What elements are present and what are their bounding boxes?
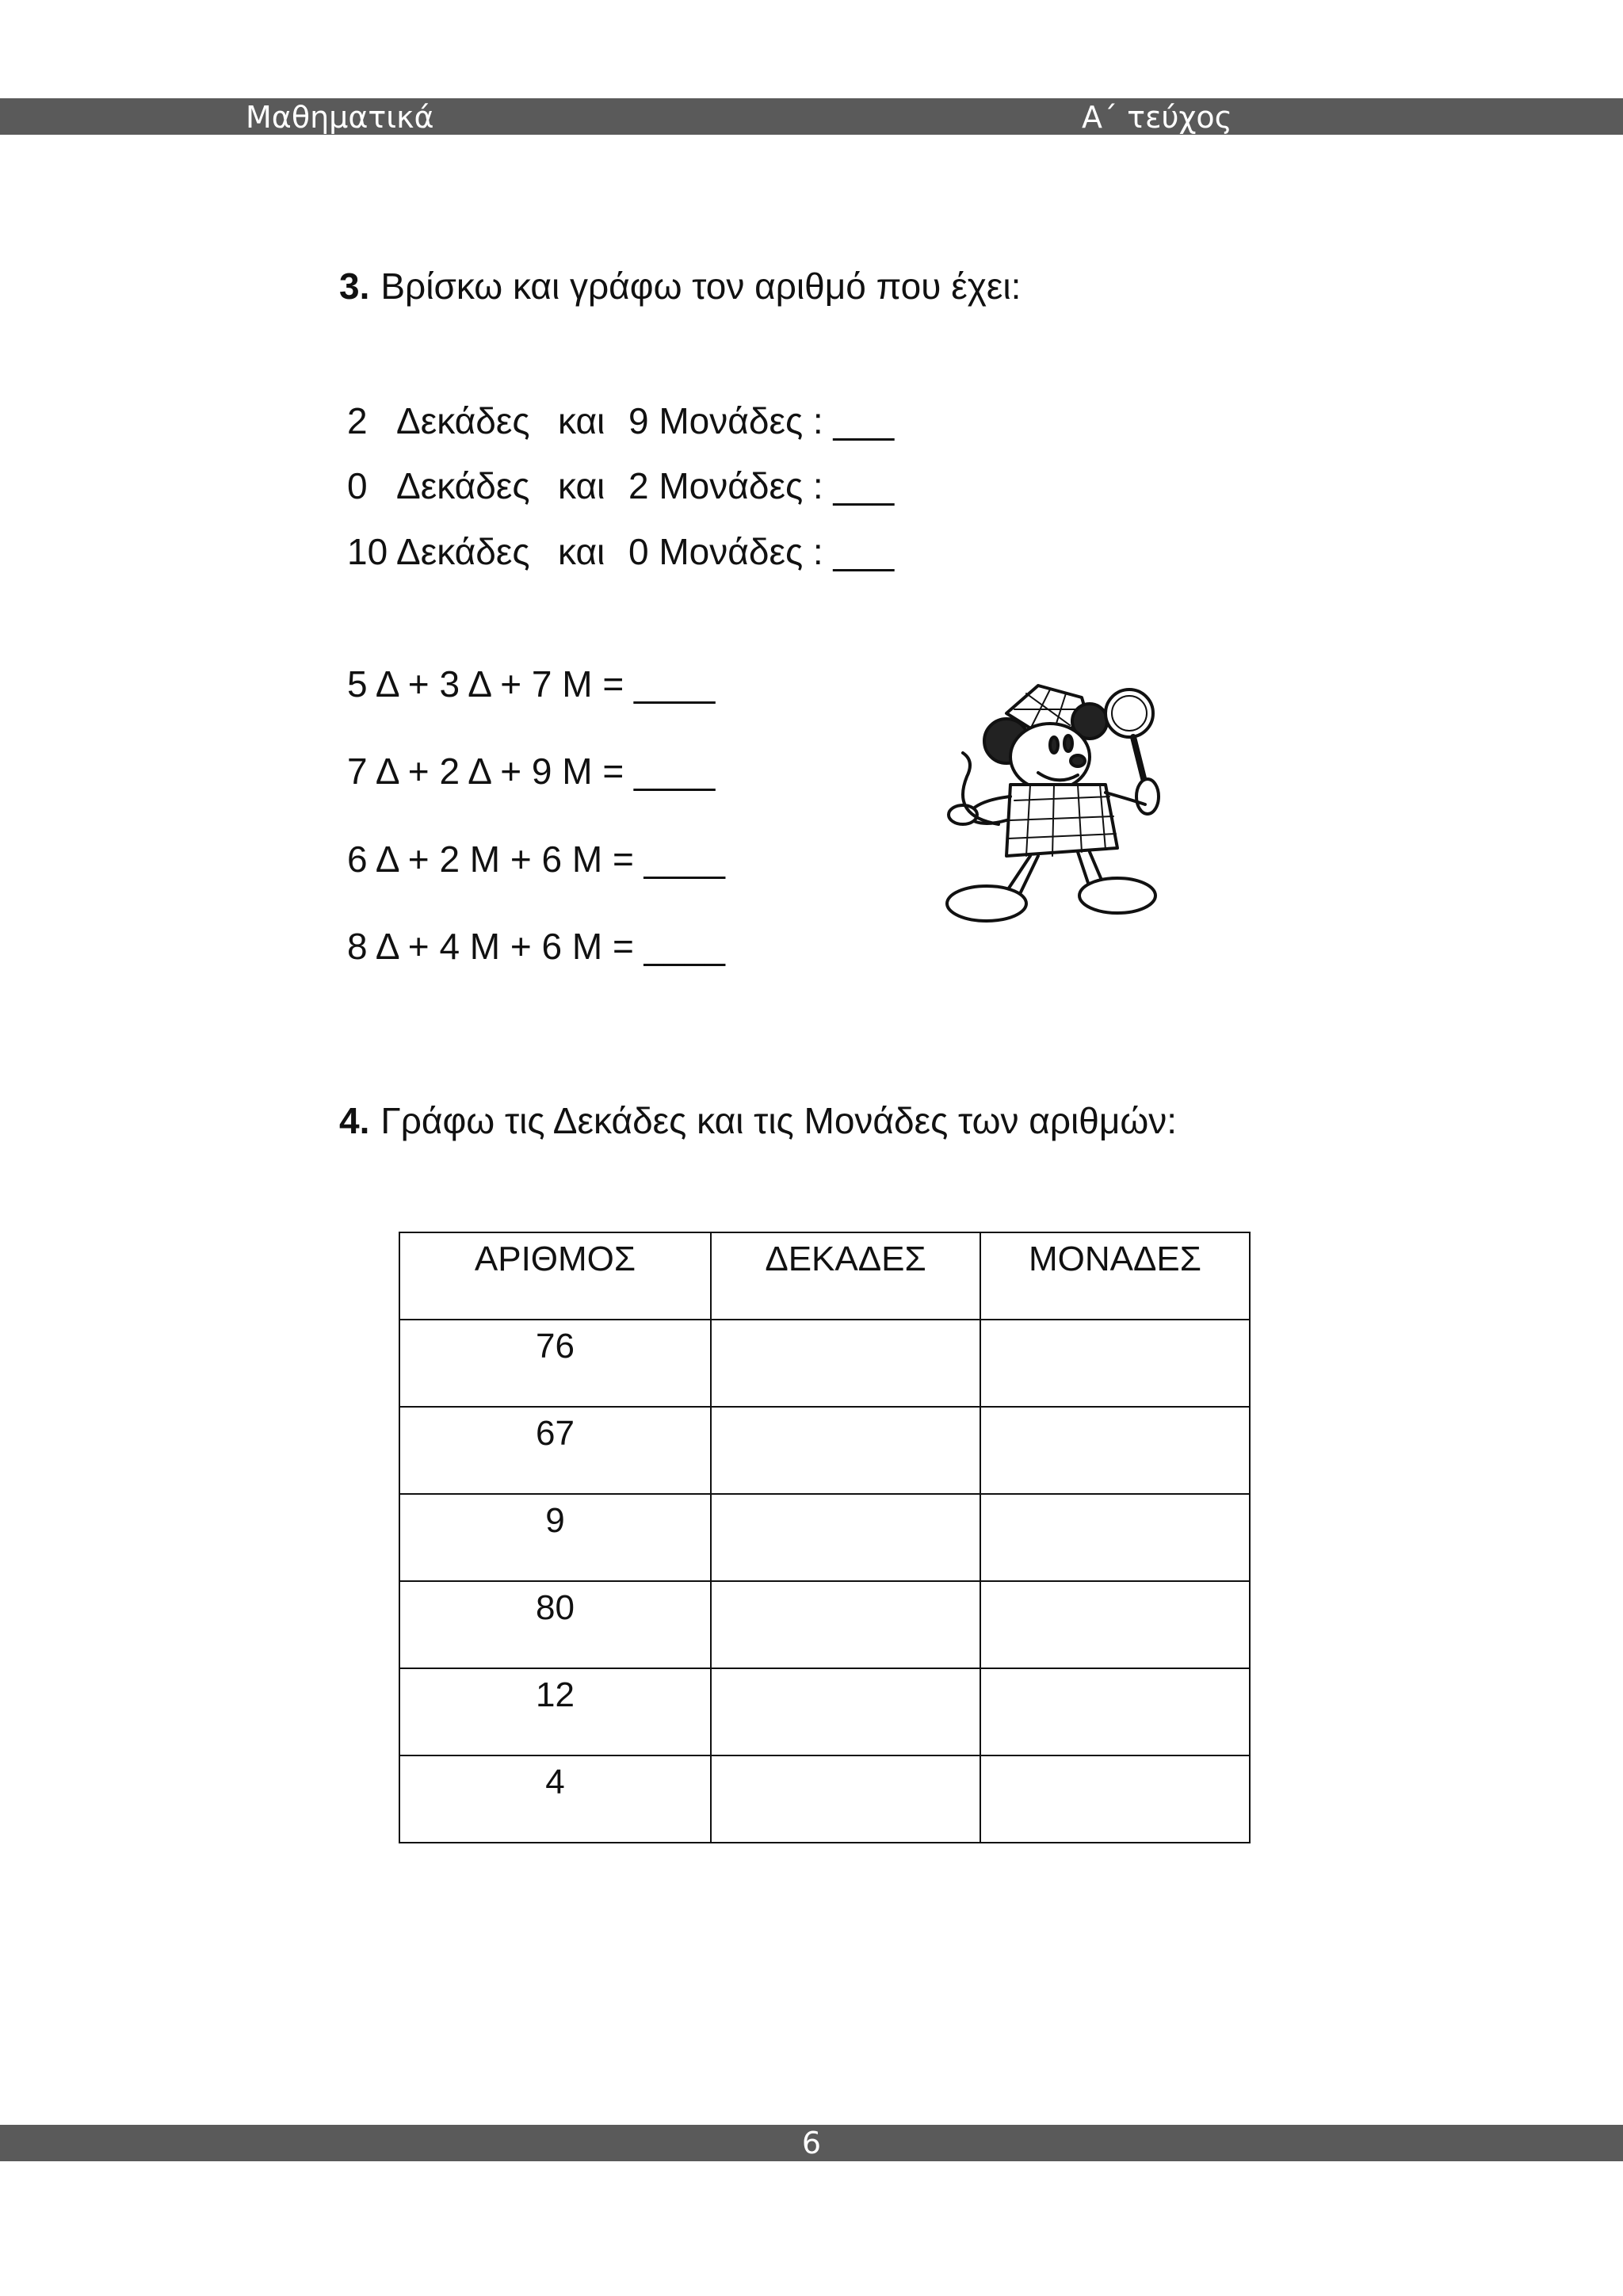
table-row xyxy=(399,1581,1250,1668)
tens-count: 0 xyxy=(347,465,368,506)
tens-word: Δεκάδες xyxy=(396,465,530,506)
table-row xyxy=(399,1407,1250,1494)
units-answer-cell[interactable] xyxy=(980,1581,1250,1668)
units-answer-cell[interactable] xyxy=(980,1407,1250,1494)
footer-bar xyxy=(0,2125,1623,2161)
tens-word: Δεκάδες xyxy=(396,531,530,572)
detective-mouse-icon xyxy=(919,666,1197,935)
units-text: 9 Μονάδες : ___ xyxy=(628,400,895,441)
units-answer-cell[interactable] xyxy=(980,1320,1250,1407)
tens-word: Δεκάδες xyxy=(396,400,530,441)
and-word: και xyxy=(558,400,605,441)
number-cell: 76 xyxy=(399,1320,711,1407)
number-cell: 4 xyxy=(399,1755,711,1843)
units-answer-cell[interactable] xyxy=(980,1494,1250,1581)
number-cell: 9 xyxy=(399,1494,711,1581)
exercise-4-title: Γράφω τις Δεκάδες και τις Μονάδες των αριθμών: xyxy=(380,1100,1178,1141)
exercise-3-title: Βρίσκω και γράφω τον αριθμό που έχει: xyxy=(380,266,1022,307)
header-subject: Μαθηματικά xyxy=(246,100,434,135)
equation: 5 Δ + 3 Δ + 7 Μ = ____ xyxy=(347,663,716,705)
header-bar xyxy=(0,98,1623,135)
number-cell: 12 xyxy=(399,1668,711,1755)
tens-answer-cell[interactable] xyxy=(711,1668,980,1755)
tens-count: 10 xyxy=(347,531,388,572)
units-text: 2 Μονάδες : ___ xyxy=(628,465,895,506)
and-word: και xyxy=(558,531,605,572)
table-row xyxy=(399,1320,1250,1407)
tens-answer-cell[interactable] xyxy=(711,1407,980,1494)
table-row xyxy=(399,1494,1250,1581)
tens-answer-cell[interactable] xyxy=(711,1581,980,1668)
tens-count: 2 xyxy=(347,400,368,441)
table-row xyxy=(399,1755,1250,1843)
units-answer-cell[interactable] xyxy=(980,1755,1250,1843)
exercise-3-number: 3. xyxy=(339,266,370,307)
equation: 8 Δ + 4 Μ + 6 Μ = ____ xyxy=(347,926,725,967)
header-units: ΜΟΝΑΔΕΣ xyxy=(980,1232,1250,1320)
number-cell: 80 xyxy=(399,1581,711,1668)
exercise-4-heading xyxy=(339,1098,1177,1143)
units-text: 0 Μονάδες : ___ xyxy=(628,531,895,572)
header-issue: Α΄ τεύχος xyxy=(1082,100,1232,135)
place-value-table xyxy=(399,1232,1251,1843)
equation: 7 Δ + 2 Δ + 9 Μ = ____ xyxy=(347,751,716,792)
and-word: και xyxy=(558,465,605,506)
header-tens: ΔΕΚΑΔΕΣ xyxy=(711,1232,980,1320)
table-row xyxy=(399,1668,1250,1755)
equation: 6 Δ + 2 Μ + 6 Μ = ____ xyxy=(347,839,725,880)
exercise-4-number: 4. xyxy=(339,1100,370,1141)
units-answer-cell[interactable] xyxy=(980,1668,1250,1755)
tens-answer-cell[interactable] xyxy=(711,1494,980,1581)
page-number: 6 xyxy=(801,2126,822,2160)
tens-answer-cell[interactable] xyxy=(711,1755,980,1843)
tens-answer-cell[interactable] xyxy=(711,1320,980,1407)
header-number: ΑΡΙΘΜΟΣ xyxy=(399,1232,711,1320)
number-cell: 67 xyxy=(399,1407,711,1494)
table-header-row xyxy=(399,1232,1250,1320)
exercise-3-heading xyxy=(339,264,1021,308)
